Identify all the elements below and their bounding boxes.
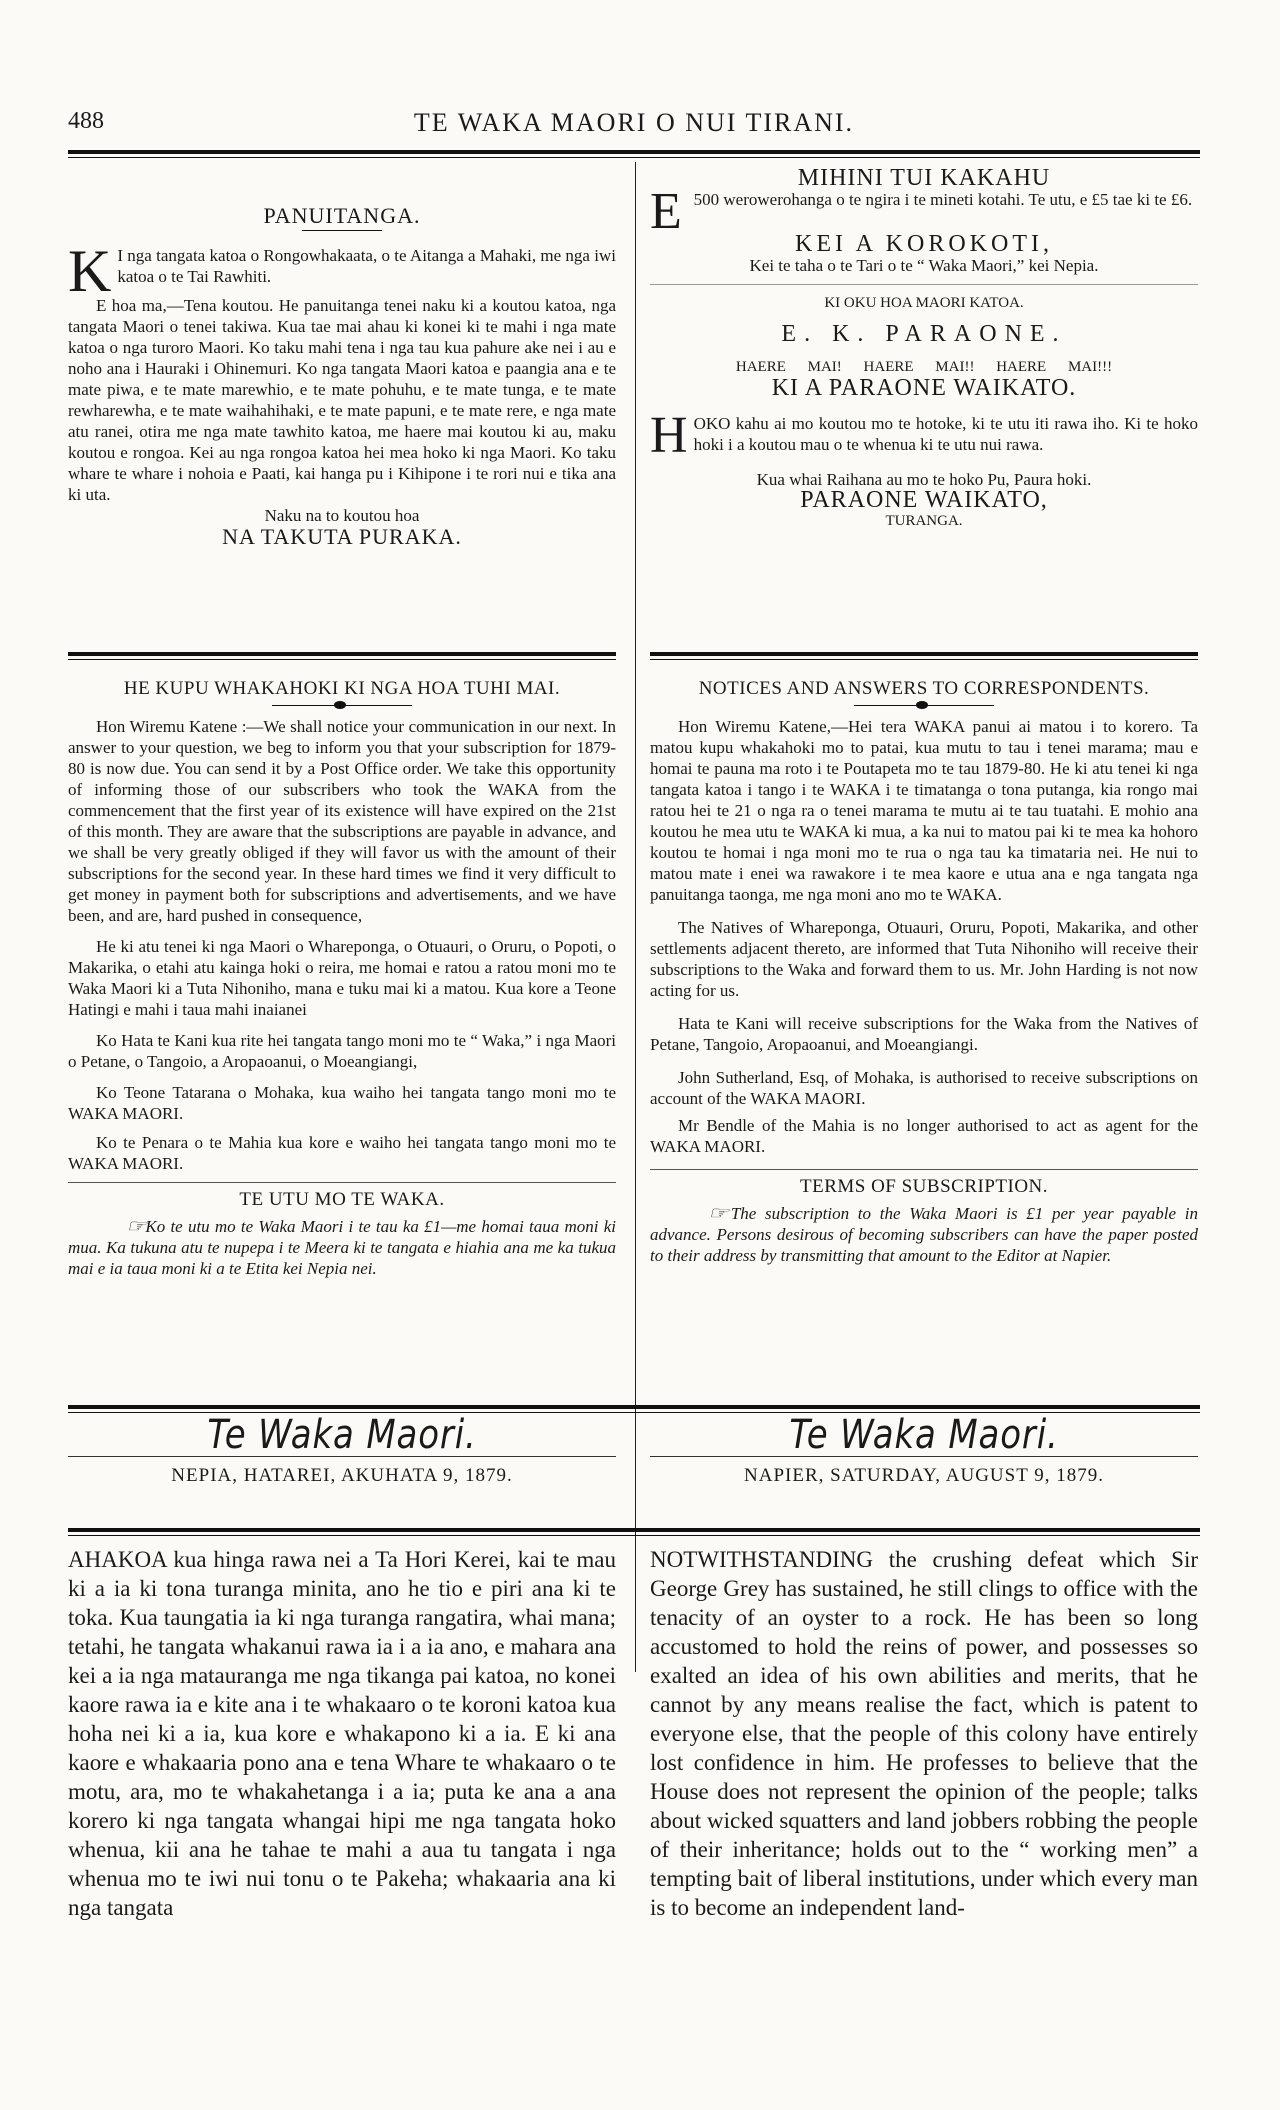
kupu-p2: He ki atu tenei ki nga Maori o Whareponga, o Otuauri, o Oruru, o Popoti, o Makarika, o etahi atu kainga hoki o reira, me homai e ratou a ratou moni mo te Waka Maori ki a Tuta Nihoniho, mana e tuku mai ki a matou. Kua kore a Teone Hatingi e mahi i taua mahi inaianei <box>68 937 616 1019</box>
editorial-rule-bottom <box>68 1528 1200 1536</box>
notices-p1: Hon Wiremu Katene,—Hei tera WAKA panui ai matou i to korero. Ta matou kupu whakahoki mo to patai, kua mutu to tau i tenei marama; mau e homai te pauna ma roto i te Poutapeta mo te tau 1879-80. He ki atu tenei ki nga tangata katoa i tango i te WAKA i te timatanga o tona putanga, kia rongo mai ratou hei te 21 o nga ra o tenei marama te mutu ai te tau tuatahi. E mohio ana koutou he mea utu te WAKA ki mua, a ka nui to matou pai ki te mea ka hohoro koutou te homai i nga moni mo te rua o nga tau ka timataria nei. He nui to matou mate i enei wa rawakore i te mea kaore e utua ana e nga tangata nga panuitanga taonga, me nga moni ano mo te WAKA. <box>650 717 1198 904</box>
ornament-rule <box>854 705 994 706</box>
running-head <box>68 108 1200 140</box>
notices-p3: Hata te Kani will receive subscriptions for the Waka from the Natives of Petane, Tangoio, Aropaoanui, and Moeangiangi. <box>650 1014 1198 1054</box>
short-rule <box>302 230 382 231</box>
paraone-text2: Kua whai Raihana au mo te hoko Pu, Paura hoki. <box>756 470 1092 489</box>
kupu-p4: Ko Teone Tatarana o Mohaka, kua waiho hei tangata tango moni mo te WAKA MAORI. <box>68 1083 616 1123</box>
mihini-title: MIHINI TUI KAKAHU <box>797 165 1051 191</box>
paraone-welcome: HAERE MAI! HAERE MAI!! HAERE MAI!!! <box>735 359 1113 375</box>
pointing-hand-icon: ☞ <box>125 1216 147 1236</box>
editorial-left: AHAKOA kua hinga rawa nei a Ta Hori Kerei, kai te mau ki a ia ki tona turanga minita, ano he tio e piri ana ki te toka. Kua taungatia ia ki nga turanga rangatira, whai mana; tetahi, he tangata whakanui rawa ia i a ia ano, e mahara ana kei a ia nga matauranga me nga tikanga pai katoa, no konei kaore rawa ia e kite ana i te whakaaro o te koroni katoa kua hoha nei ki a ia, kua kore e whakapono ki a ia. E ki ana kaore e whakaaria pono ana e tena Whare te whakaaro o te motu, ara, mo te whakahetanga i a ia; puta ke ana a ana korero ki nga tangata whangai hipi me nga tangata hoko whenua, kii ana he tahae te mahi a aua tu tangata i nga whenua mo te iwi nui tonu o te Pakeha; whakaaria ana ki nga tangata <box>68 1547 616 1920</box>
kupu-section <box>68 672 616 1279</box>
panuitanga-section <box>68 205 616 547</box>
dateline-left: NEPIA, HATAREI, AKUHATA 9, 1879. <box>171 1465 513 1486</box>
paraone-place: TURANGA. <box>885 513 963 529</box>
panuitanga-title: PANUITANGA. <box>263 203 421 228</box>
paraone-store: KI A PARAONE WAIKATO. <box>771 375 1077 401</box>
paraone-text: OKO kahu ai mo koutou mo te hotoke, ki te utu iti rawa iho. Ki te hoko hoki i a koutou mau o te whenua ki te utu nui rawa. <box>693 414 1198 454</box>
mihini-text-wrap <box>650 183 1198 240</box>
notices-p5: Mr Bendle of the Mahia is no longer authorised to act as agent for the WAKA MAORI. <box>650 1116 1198 1156</box>
section-rule-right <box>650 652 1198 660</box>
kupu-p3: Ko Hata te Kani kua rite hei tangata tango moni mo te “ Waka,” i nga Maori o Petane, o Tangoio, a Aropaoanui, o Moeangiangi, <box>68 1031 616 1071</box>
dropcap: H <box>650 407 688 464</box>
thin-rule <box>68 1182 616 1183</box>
mihini-seller: KEI A KOROKOTI, <box>795 231 1053 257</box>
dropcap: K <box>68 238 112 304</box>
page-number: 488 <box>68 108 104 134</box>
utu-text: Ko te utu mo te Waka Maori i te tau ka £1—me homai taua moni ki mua. Ka tukuna atu te nupepa i te Meera ki te tangata e hiahia ana me ka tukua mai e ia taua moni ki a te Etita kei Nepia nei. <box>68 1217 616 1278</box>
terms-title: TERMS OF SUBSCRIPTION. <box>799 1176 1049 1197</box>
kupu-title: HE KUPU WHAKAHOKI KI NGA HOA TUHI MAI. <box>123 678 561 699</box>
thin-rule <box>650 1169 1198 1170</box>
panuitanga-closing: Naku na to koutou hoa <box>264 506 420 525</box>
notices-p4: John Sutherland, Esq, of Mohaka, is authorised to receive subscriptions on account of the WAKA MAORI. <box>650 1068 1198 1108</box>
notices-p2: The Natives of Whareponga, Otuauri, Oruru, Popoti, Makarika, and other settlements adjacent thereto, are informed that Tuta Nihoniho will receive their subscriptions to the Waka and forward them to us. Mr. John Harding is not now acting for us. <box>650 918 1198 1000</box>
editorial-right: NOTWITHSTANDING the crushing defeat which Sir George Grey has sustained, he still clings to office with the tenacity of an oyster to a rock. He has been so long accustomed to hold the reins of power, and possesses so exalted an idea of his own abilities and merits, that he cannot by any means realise the fact, which is patent to everyone else, that the people of this colony have entirely lost confidence in him. He professes to believe that the House does not represent the opinion of the people; talks about wicked squatters and land jobbers robbing the people of their inheritance; holds out to the “ working men” a tempting bait of liberal institutions, under which every man is to become an independent land- <box>650 1547 1198 1920</box>
paraone-name: E. K. PARAONE. <box>781 321 1067 347</box>
paraone-to: KI OKU HOA MAORI KATOA. <box>824 295 1024 311</box>
dateline-right: NAPIER, SATURDAY, AUGUST 9, 1879. <box>744 1465 1104 1486</box>
utu-text-wrap <box>68 1216 616 1279</box>
panuitanga-signature: NA TAKUTA PURAKA. <box>222 524 462 549</box>
utu-title: TE UTU MO TE WAKA. <box>239 1189 445 1210</box>
paper-header-left <box>68 1412 616 1486</box>
mihini-text: 500 werowerohanga o te ngira i te mineti kotahi. Te utu, e £5 tae ki te £6. <box>693 190 1193 209</box>
kupu-p1: Hon Wiremu Katene :—We shall notice your communication in our next. In answer to your question, we beg to inform you that your subscription for 1879-80 is now due. You can send it by a Post Office order. We take this opportunity of informing those of our subscribers who took the WAKA from the commencement that the first year of its existence will have expired on the 21st of this month. They are aware that the subscriptions are payable in advance, and we shall be very greatly obliged if they will favor us with the amount of their subscriptions for the second year. In these hard times we find it very difficult to get money in payment both for subscriptions and advertisements, and we have been, and are, hard pushed in consequence, <box>68 717 616 925</box>
terms-text: The subscription to the Waka Maori is £1 per year payable in advance. Persons desirous of becoming subscribers can have the paper posted to their address by transmitting that amount to the Editor at Napier. <box>650 1204 1198 1265</box>
paper-title-left: Te Waka Maori. <box>207 1412 477 1458</box>
notices-title: NOTICES AND ANSWERS TO CORRESPONDENTS. <box>698 678 1150 699</box>
paraone-signature: PARAONE WAIKATO, <box>800 487 1048 513</box>
paper-title-right: Te Waka Maori. <box>789 1412 1059 1458</box>
ornament-rule <box>272 705 412 706</box>
pointing-hand-icon: ☞ <box>707 1203 729 1223</box>
mihini-section <box>650 165 1198 532</box>
dropcap: E <box>650 183 682 240</box>
paper-header-right <box>650 1412 1198 1486</box>
top-rule <box>68 150 1200 158</box>
column-divider <box>635 162 636 1672</box>
notices-section <box>650 672 1198 1266</box>
terms-text-wrap <box>650 1203 1198 1266</box>
panuitanga-para1: I nga tangata katoa o Rongowhakaata, o te Aitanga a Mahaki, me nga iwi katoa o te Tai Rawhiti. <box>117 246 616 286</box>
panuitanga-para1-wrap <box>68 238 616 304</box>
mihini-location: Kei te taha o te Tari o te “ Waka Maori,” kei Nepia. <box>749 256 1099 275</box>
paraone-text-wrap <box>650 407 1198 464</box>
thin-rule <box>650 284 1198 285</box>
panuitanga-para2: E hoa ma,—Tena koutou. He panuitanga tenei naku ki a koutou katoa, nga tangata Maori o tenei takiwa. Kua tae mai ahau ki konei ki te mahi i nga mate katoa o nga turoro Maori. Ko taku mahi tena i nga tau kua pahure ake nei i au e noho ana i Hauraki i Ohinemuri. Ko nga tangata Maori katoa e paangia ana e te mate piwa, e te mate marewhio, e te mate pohuhu, e te mate tunga, e te mate rewharewha, e te mate waihahihaki, e te mate papuni, e te mate rere, e nga mate atu ranei, otira me nga mate tawhito katoa, me haere mai koutou ki au, maku koutou e rongoa. Kei au nga rongoa katoa hei mea hoko ki nga Maori. Ko taku whare te whare i nohoia e Paati, kai hanga pu i Kihipone i te rori nui e tika ana ki uta. <box>68 296 616 504</box>
section-rule-left <box>68 652 616 660</box>
masthead: TE WAKA MAORI O NUI TIRANI. <box>413 108 855 137</box>
kupu-p5: Ko te Penara o te Mahia kua kore e waiho hei tangata tango moni mo te WAKA MAORI. <box>68 1133 616 1173</box>
